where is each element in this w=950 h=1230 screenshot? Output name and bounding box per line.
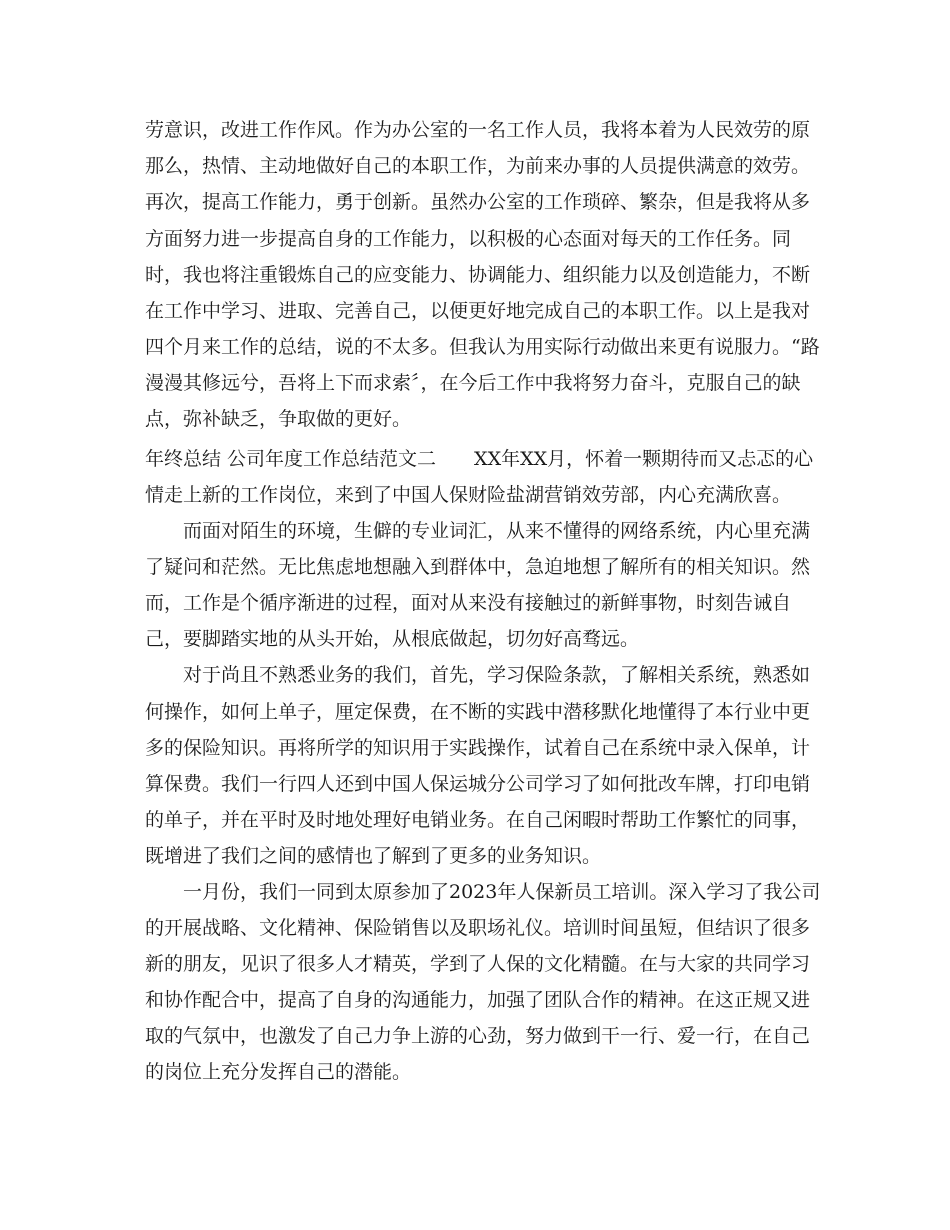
text-line: 和协作配合中，提高了自身的沟通能力，加强了团队合作的精神。在这正规又进 [145,989,811,1011]
text-line: 既增进了我们之间的感情也了解到了更多的业务知识。 [145,845,602,867]
text-line: 在工作中学习、进取、完善自己，以便更好地完成自己的本职工作。以上是我对 [145,300,811,322]
text-line: 取的气氛中，也激发了自己力争上游的心劲，努力做到干一行、爱一行，在自己 [145,1025,811,1047]
text-line: 的开展战略、文化精神、保险销售以及职场礼仪。培训时间虽短，但结识了很多 [145,917,811,939]
text-line: 劳意识，改进工作作风。作为办公室的一名工作人员，我将本着为人民效劳的原 [145,119,811,141]
text-line: 的单子，并在平时及时地处理好电销业务。在自己闲暇时帮助工作繁忙的同事， [145,809,811,831]
text-line: 新的朋友，见识了很多人才精英，学到了人保的文化精髓。在与大家的共同学习 [145,953,811,975]
text-line: 情走上新的工作岗位，来到了中国人保财险盐湖营销效劳部，内心充满欣喜。 [145,484,792,506]
text-line: 的岗位上充分发挥自己的潜能。 [145,1061,412,1083]
text-line: 点，弥补缺乏，争取做的更好。 [145,408,412,430]
text-line: 那么，热情、主动地做好自己的本职工作，为前来办事的人员提供满意的效劳。 [145,155,811,177]
text-line: 算保费。我们一行四人还到中国人保运城分公司学习了如何批改车牌，打印电销 [145,773,811,795]
section-heading-line: 年终总结 公司年度工作总结范文二 XX年XX月，怀着一颗期待而又忐忑的心 [145,448,814,470]
paragraph-first-line: 对于尚且不熟悉业务的我们，首先，学习保险条款，了解相关系统，熟悉如 [183,664,811,686]
text-line: 四个月来工作的总结，说的不太多。但我认为用实际行动做出来更有说服力。“路 [145,336,820,358]
paragraph-first-line: 而面对陌生的环境，生僻的专业词汇，从来不懂得的网络系统，内心里充满 [183,520,811,542]
text-line: 时，我也将注重锻炼自己的应变能力、协调能力、组织能力以及创造能力，不断 [145,264,811,286]
text-line: 多的保险知识。再将所学的知识用于实践操作，试着自己在系统中录入保单，计 [145,737,811,759]
text-line: 何操作，如何上单子，厘定保费，在不断的实践中潜移默化地懂得了本行业中更 [145,701,811,723]
text-line: 漫漫其修远兮，吾将上下而求索〞，在今后工作中我将努力奋斗，克服自己的缺 [145,372,801,394]
text-line: 方面努力进一步提高自身的工作能力，以积极的心态面对每天的工作任务。同 [145,228,792,250]
text-line: 己，要脚踏实地的从头开始，从根底做起，切勿好高骛远。 [145,628,640,650]
text-line: 再次，提高工作能力，勇于创新。虽然办公室的工作琐碎、繁杂，但是我将从多 [145,191,811,213]
text-line: 了疑问和茫然。无比焦虑地想融入到群体中，急迫地想了解所有的相关知识。然 [145,556,811,578]
paragraph-first-line: 一月份，我们一同到太原参加了2023年人保新员工培训。深入学习了我公司 [183,881,821,903]
text-line: 而，工作是个循序渐进的过程，面对从来没有接触过的新鲜事物，时刻告诫自 [145,592,792,614]
